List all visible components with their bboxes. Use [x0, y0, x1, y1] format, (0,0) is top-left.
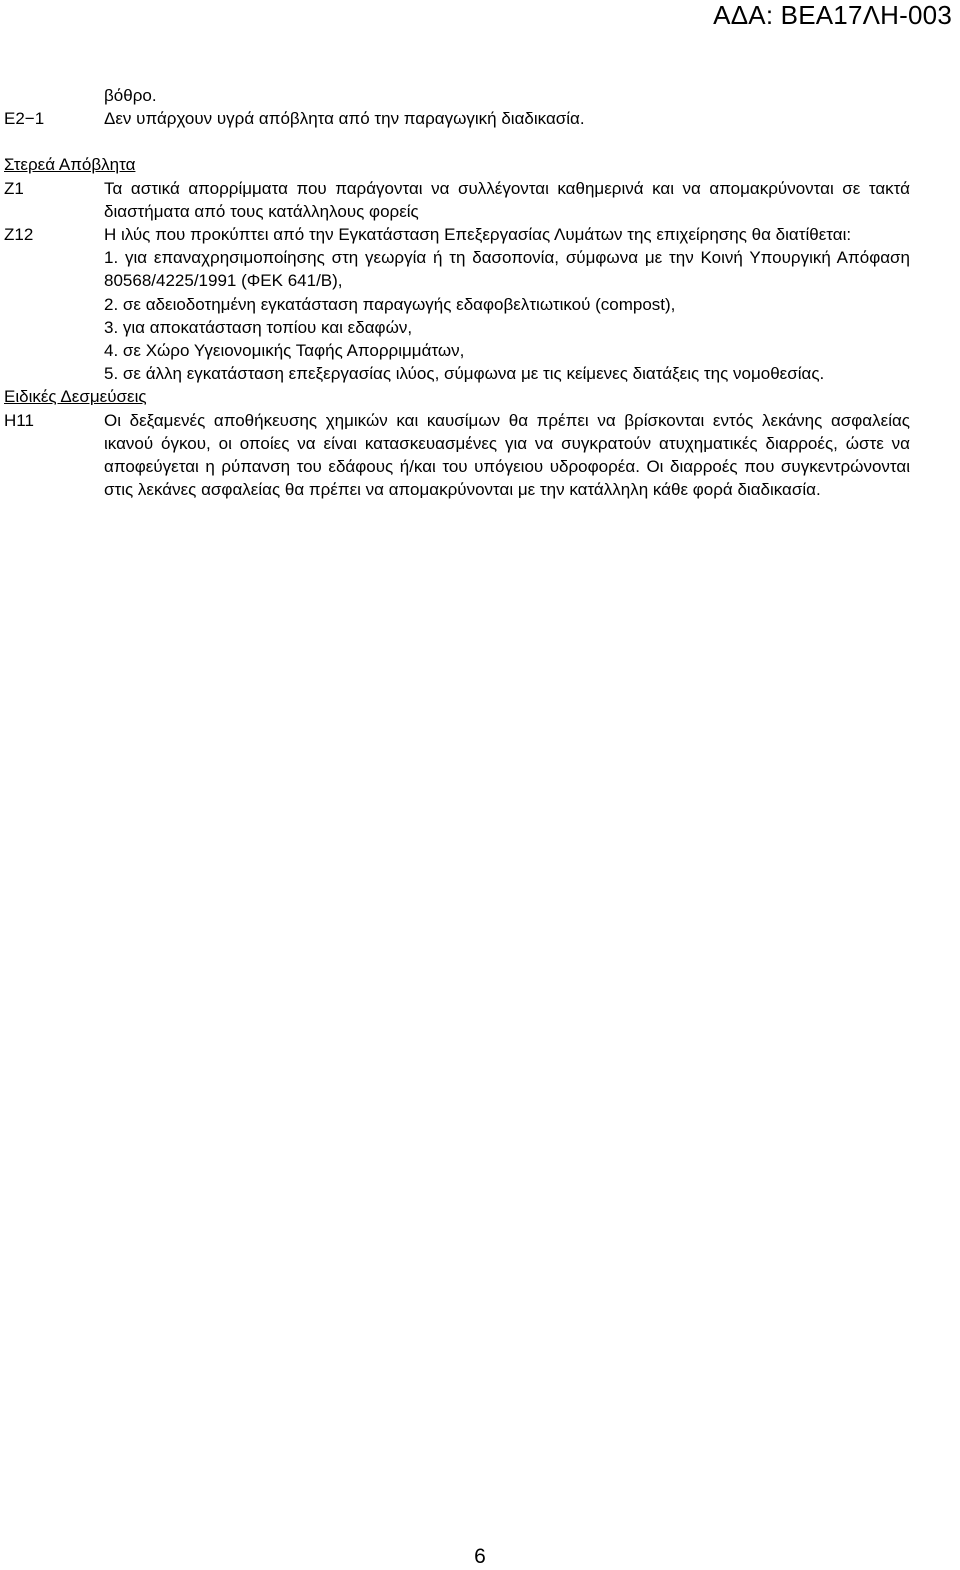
clause-text: Η ιλύς που προκύπτει από την Εγκατάσταση Επεξεργασίας Λυμάτων της επιχείρησης θα διατίθεται:	[104, 225, 852, 245]
clause-text: Τα αστικά απορρίμματα που παράγονται να συλλέγονται καθημερινά και να απομακρύνονται σε τακτά διαστήματα από τους κατάλληλους φορείς	[104, 178, 910, 221]
clause-text: Οι δεξαμενές αποθήκευσης χημικών και καυσίμων θα πρέπει να βρίσκονται εντός λεκάνης ασφαλείας ικανού όγκου, οι οποίες να είναι κατασκευασμένες για να συγκρατούν ατυχηματικές διαρροές, ώστε να αποφεύγεται η ρύπανση του εδάφους ή/και του υπόγειου υδροφορέα. Οι διαρροές που συγκεντρώνονται στις λεκάνες ασφαλείας θα πρέπει να απομακρύνονται με την κατάλληλη κάθε φορά διαδικασία.	[104, 410, 910, 500]
clause-code: Η11	[4, 410, 34, 430]
section-heading-special-obligations: Ειδικές Δεσμεύσεις	[4, 387, 147, 407]
list-item: 3. για αποκατάσταση τοπίου και εδαφών,	[104, 317, 413, 337]
list-item: 5. σε άλλη εγκατάσταση επεξεργασίας ιλύος, σύμφωνα με τις κείμενες διατάξεις της νομοθεσίας.	[104, 364, 825, 384]
continuation-text: βόθρο.	[104, 86, 157, 105]
list-item: 4. σε Χώρο Υγειονομικής Ταφής Απορριμμάτων,	[104, 341, 465, 361]
ada-identifier: ΑΔΑ: ΒΕΑ17ΛΗ-003	[713, 0, 952, 30]
section-heading-solid-waste: Στερεά Απόβλητα	[4, 155, 136, 175]
clause-code: Ζ1	[4, 178, 24, 198]
clause-e2-1	[4, 107, 910, 130]
continuation-row	[4, 84, 910, 107]
clause-z12	[4, 223, 910, 385]
clause-code: Ζ12	[4, 225, 34, 245]
clause-h11	[4, 409, 910, 502]
list-item: 1. για επαναχρησιμοποίησης στη γεωργία ή τη δασοπονία, σύμφωνα με την Κοινή Υπουργική Απόφαση 80568/4225/1991 (ΦΕΚ 641/Β),	[104, 248, 910, 291]
clause-code: Ε2−1	[4, 109, 45, 129]
clause-text: Δεν υπάρχουν υγρά απόβλητα από την παραγωγική διαδικασία.	[104, 109, 585, 129]
clause-z1	[4, 177, 910, 223]
page-number: 6	[474, 1545, 486, 1568]
document-body	[4, 84, 910, 501]
list-item: 2. σε αδειοδοτημένη εγκατάσταση παραγωγής εδαφοβελτιωτικού (compost),	[104, 294, 676, 314]
